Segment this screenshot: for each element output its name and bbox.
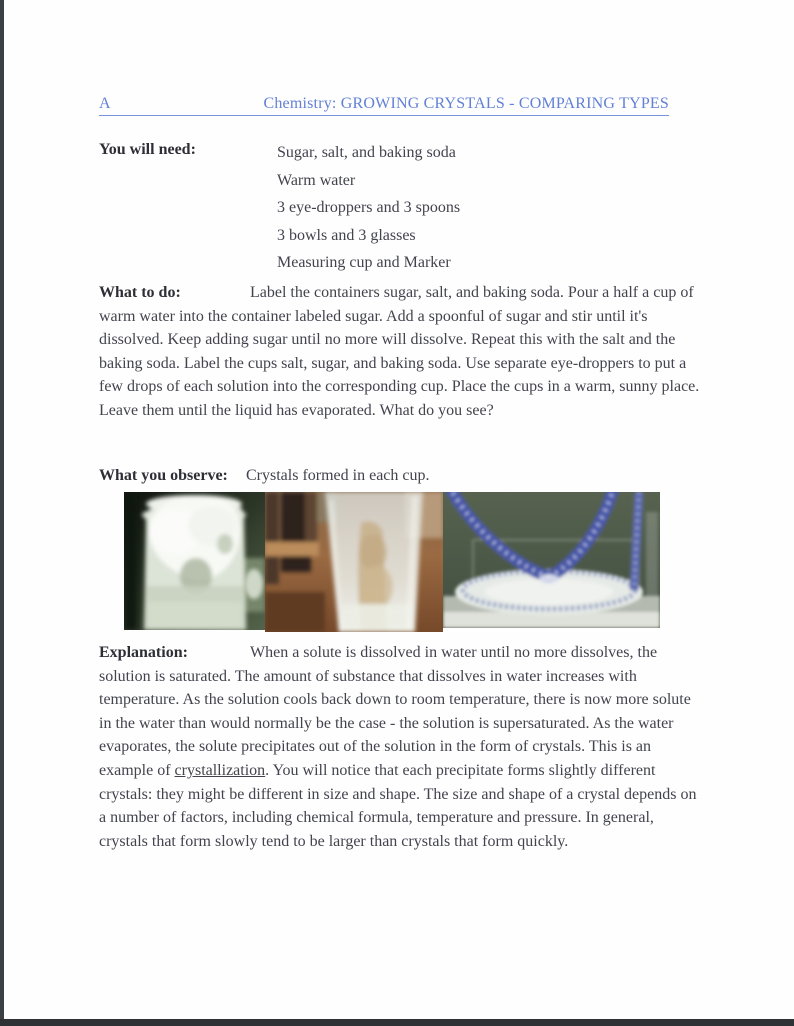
jar-crystals-photo xyxy=(124,492,265,630)
materials-list-item: Warm water xyxy=(277,171,356,189)
page-title: Chemistry: GROWING CRYSTALS - COMPARING TYPES xyxy=(263,95,669,112)
photo-row xyxy=(124,492,660,632)
what-to-do-section xyxy=(99,281,700,423)
what-you-observe-text: Crystals formed in each cup. xyxy=(246,467,430,484)
materials-list-item: Sugar, salt, and baking soda xyxy=(277,144,456,161)
string-crystals-photo xyxy=(443,492,660,628)
document-title-link[interactable] xyxy=(99,95,669,116)
explanation-text xyxy=(99,641,700,853)
glass-crystals-illustration xyxy=(265,492,443,632)
materials-list-item: 3 bowls and 3 glasses xyxy=(277,226,416,244)
materials-list xyxy=(277,139,699,277)
explanation-label: Explanation: xyxy=(99,644,188,661)
jar-crystals-illustration xyxy=(124,492,265,630)
you-will-need-section xyxy=(99,139,699,277)
explanation-underlined-term: crystallization xyxy=(174,761,266,779)
what-you-observe-label: What you observe: xyxy=(99,467,228,484)
glass-crystals-photo xyxy=(265,492,443,632)
materials-list-item: Measuring cup and Marker xyxy=(277,254,451,272)
what-you-observe-section xyxy=(99,464,700,488)
what-to-do-label: What to do: xyxy=(99,284,181,301)
explanation-text-after: . You will notice that each precipitate forms slightly different crystals: they might be different in size and shape. The size and shape of a crystal depends on a number of factors, including chemical formula, temperature and pressure. In general, crystals that form slowly tend to be larger than crystals that form quickly. xyxy=(99,761,697,850)
string-crystals-illustration xyxy=(443,492,660,628)
title-prefix: A xyxy=(99,95,111,112)
scan-edge-left xyxy=(0,0,4,1026)
scan-edge-bottom xyxy=(0,1019,794,1026)
you-will-need-label: You will need: xyxy=(99,141,196,158)
materials-list-item: 3 eye-droppers and 3 spoons xyxy=(277,199,461,217)
explanation-section xyxy=(99,641,700,853)
explanation-text-before: When a solute is dissolved in water until no more dissolves, the solution is saturated. The amount of substance that dissolves in water increases with temperature. As the solution cools back down to room temperature, there is now more solute in the water than would normally be the case - the solution is supersaturated. As the water evaporates, the solute precipitates out of the solution in the form of crystals. This is an example of xyxy=(99,644,691,779)
what-to-do-text: Label the containers sugar, salt, and baking soda. Pour a half a cup of warm water into the container labeled sugar. Add a spoonful of sugar and stir until it's dissolved. Keep adding sugar until no more will dissolve. Repeat this with the salt and the baking soda. Label the cups salt, sugar, and baking soda. Use separate eye-droppers to put a few drops of each solution into the corresponding cup. Place the cups in a warm, sunny place. Leave them until the liquid has evaporated. What do you see? xyxy=(99,284,700,419)
